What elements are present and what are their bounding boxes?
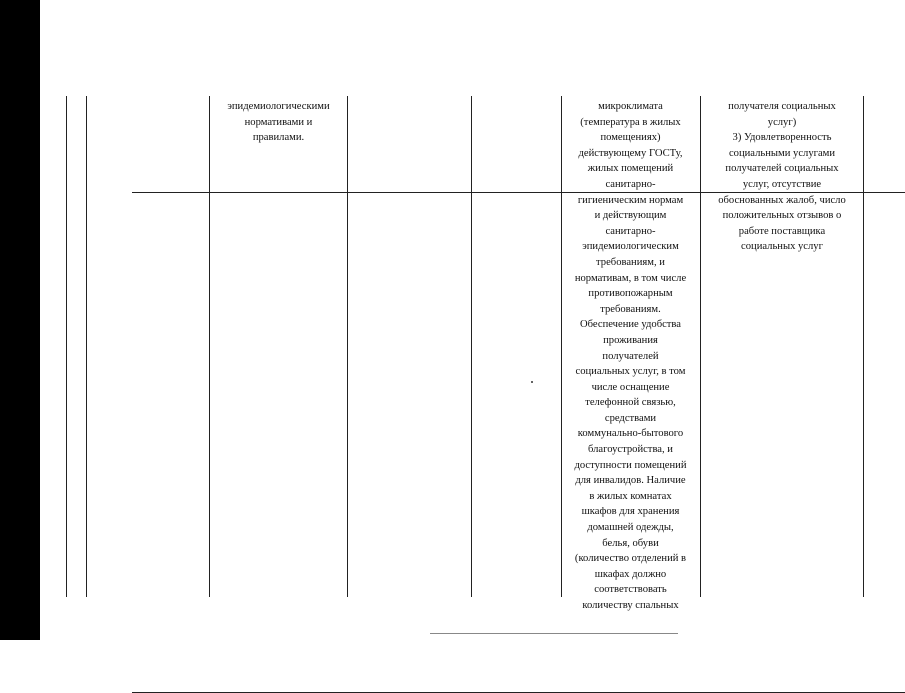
table-cell-living-conditions: микроклимата (температура в жилых помещениях) действующему ГОСТу, жилых помещений санитарно- гигиеническим нормам и действующим санитарно- эпидемиологическим требованиям, и нормативам, в том числе противопожарным требованиям. Обеспечение удобства проживания получателей социальных услуг, в том числе оснащение телефонной связью, средствами коммунально-бытового благоустройства, и доступности помещений для инвалидов. Наличие в жилых комнатах шкафов для хранения домашней одежды, белья, обуви (количество отделений в шкафах должно соответствовать количеству спальных bbox=[574, 101, 687, 611]
column-border-4 bbox=[347, 96, 348, 597]
table-cell-requirements-norms: эпидемиологическими нормативами и правилами. bbox=[227, 101, 330, 144]
column-border-8 bbox=[863, 96, 864, 597]
column-border-1 bbox=[66, 96, 67, 597]
column-border-2 bbox=[86, 96, 87, 597]
table-cell-quality-indicators: получателя социальных услуг) 3) Удовлетворенность социальными услугами получателей социальных услуг, отсутствие обоснованных жалоб, число положительных отзывов о работе поставщика социальных услуг bbox=[718, 101, 846, 253]
column-border-3 bbox=[209, 96, 210, 597]
scan-speck bbox=[531, 381, 533, 383]
scan-edge-bar bbox=[0, 0, 40, 640]
footer-rule bbox=[430, 633, 678, 634]
column-border-5 bbox=[471, 96, 472, 597]
